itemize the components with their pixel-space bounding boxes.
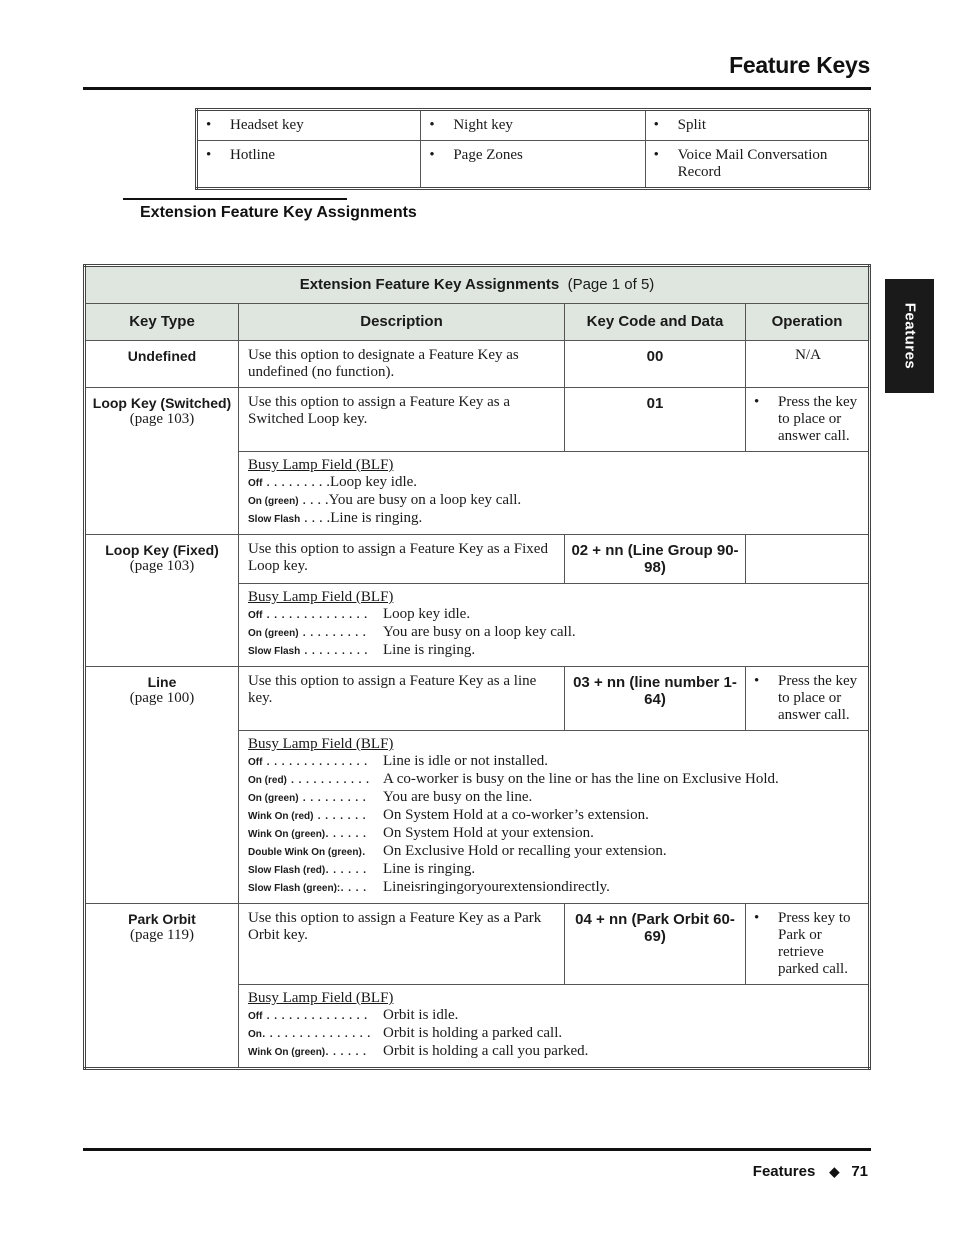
operation-item xyxy=(754,673,862,724)
operation-item xyxy=(754,910,862,978)
list-item xyxy=(429,117,638,134)
key-list-cell xyxy=(421,141,645,189)
blf-item xyxy=(248,642,860,660)
page-title: Feature Keys xyxy=(729,52,870,78)
blf-state-label: Slow Flash xyxy=(248,646,301,657)
blf-item xyxy=(248,771,860,789)
blf-state-label: Wink On (green) xyxy=(248,829,326,840)
dot-leader: . . . . . . . . . xyxy=(300,642,368,658)
blf-state-label: On xyxy=(248,1029,262,1040)
header-rule xyxy=(83,87,871,90)
footer-section: Features xyxy=(752,1163,816,1180)
blf-state-label: Slow Flash (red) xyxy=(248,865,326,876)
blf-state-text: Line is ringing. xyxy=(383,861,476,877)
blf-label-group xyxy=(248,492,329,510)
blf-label-group xyxy=(248,474,330,492)
blf-state-label: On (green) xyxy=(248,496,299,507)
operation-text: Press the key to place or answer call. xyxy=(778,394,858,444)
bullet-icon: • xyxy=(754,673,760,689)
list-item xyxy=(429,147,638,164)
blf-item xyxy=(248,807,860,825)
blf-title: Busy Lamp Field (BLF) xyxy=(248,457,394,473)
key-type-cell xyxy=(85,535,239,667)
key-type-cell xyxy=(85,388,239,535)
dot-leader: . . . . . . . . . . . . . . xyxy=(262,606,368,622)
blf-title: Busy Lamp Field (BLF) xyxy=(248,736,394,752)
key-code-cell: 01 xyxy=(565,388,746,452)
operation-cell xyxy=(746,667,870,731)
blf-title: Busy Lamp Field (BLF) xyxy=(248,990,394,1006)
page-reference: (page 103) xyxy=(129,411,195,427)
blf-item xyxy=(248,753,860,771)
operation-cell xyxy=(746,388,870,452)
blf-state-label: On (green) xyxy=(248,628,299,639)
section-rule xyxy=(123,198,347,200)
list-item xyxy=(654,147,862,181)
blf-state-label: Double Wink On (green) xyxy=(248,847,362,858)
key-type-cell xyxy=(85,341,239,388)
blf-state-text: You are busy on the line. xyxy=(383,789,533,805)
blf-label-group xyxy=(248,606,383,624)
key-list-cell xyxy=(645,110,869,141)
page-footer xyxy=(753,1163,868,1180)
dot-leader: . . . . . . xyxy=(325,861,367,877)
section-heading: Extension Feature Key Assignments xyxy=(140,204,417,221)
blf-state-label: On (red) xyxy=(248,775,287,786)
blf-state-text: Loop key idle. xyxy=(383,606,471,622)
blf-cell xyxy=(239,731,870,904)
column-header-key-type: Key Type xyxy=(85,304,239,341)
operation-text: N/A xyxy=(795,347,821,363)
dot-leader: . . . . xyxy=(300,510,331,526)
key-list-cell xyxy=(197,141,421,189)
key-list-item-label: Night key xyxy=(453,117,513,133)
description-cell: Use this option to designate a Feature Key as undefined (no function). xyxy=(239,341,565,388)
dot-leader: . . . . xyxy=(340,879,367,895)
blf-state-text: On System Hold at your extension. xyxy=(383,825,594,841)
key-type-cell xyxy=(85,667,239,904)
blf-state-text: Line is ringing. xyxy=(330,510,423,526)
key-code-cell: 03 + nn (line number 1-64) xyxy=(565,667,746,731)
blf-state-label: Slow Flash (green): xyxy=(248,883,341,894)
key-code-cell: 00 xyxy=(565,341,746,388)
table-row xyxy=(85,667,870,731)
page-reference: (page 119) xyxy=(130,927,194,943)
blf-label-group xyxy=(248,642,383,660)
key-list-item-label: Split xyxy=(677,117,707,133)
blf-state-text: You are busy on a loop key call. xyxy=(383,624,576,640)
dot-leader: . . . . . . . . . . . . . . xyxy=(262,753,368,769)
key-type-cell xyxy=(85,904,239,1069)
blf-item xyxy=(248,474,860,492)
page-number: 71 xyxy=(851,1163,868,1180)
key-list-row xyxy=(197,110,870,141)
table-caption-page: (Page 1 of 5) xyxy=(567,276,655,293)
dot-leader: . . . . . . . . . . . xyxy=(286,771,370,787)
blf-label-group xyxy=(248,510,330,528)
bullet-icon: • xyxy=(206,117,212,133)
blf-state-label: Off xyxy=(248,757,263,768)
operation-text: Press the key to place or answer call. xyxy=(778,673,858,723)
dot-leader: . . . . . . . . . xyxy=(262,474,330,490)
blf-item xyxy=(248,492,860,510)
key-type-name: Loop Key (Fixed) xyxy=(105,542,219,558)
blf-label-group xyxy=(248,843,383,861)
blf-state-text: On Exclusive Hold or recalling your extension. xyxy=(383,843,667,859)
key-code-cell: 04 + nn (Park Orbit 60-69) xyxy=(565,904,746,985)
blf-label-group xyxy=(248,1043,383,1061)
bullet-icon: • xyxy=(429,117,435,133)
blf-state-text: Lineisringingoryourextensiondirectly. xyxy=(383,879,610,895)
diamond-icon: ◆ xyxy=(829,1164,840,1179)
column-header-key-code: Key Code and Data xyxy=(565,304,746,341)
assignments-table xyxy=(83,264,871,1070)
blf-state-text: Line is ringing. xyxy=(383,642,476,658)
blf-item xyxy=(248,879,860,897)
key-list-item-label: Voice Mail Conversation Record xyxy=(677,147,828,180)
blf-label-group xyxy=(248,1007,383,1025)
operation-cell xyxy=(746,904,870,985)
blf-state-text: Orbit is idle. xyxy=(383,1007,459,1023)
key-list-cell xyxy=(645,141,869,189)
blf-label-group xyxy=(248,879,383,897)
blf-label-group xyxy=(248,771,383,789)
blf-item xyxy=(248,789,860,807)
key-type-name: Loop Key (Switched) xyxy=(92,395,232,411)
description-cell: Use this option to assign a Feature Key as a Park Orbit key. xyxy=(239,904,565,985)
blf-item xyxy=(248,861,860,879)
key-list-item-label: Hotline xyxy=(230,147,275,163)
column-header-operation: Operation xyxy=(746,304,870,341)
blf-label-group xyxy=(248,825,383,843)
table-row xyxy=(85,388,870,452)
blf-item xyxy=(248,510,860,528)
side-tab xyxy=(885,279,934,393)
key-type-name: Undefined xyxy=(127,348,197,364)
dot-leader: . . . . . . . . . . . . . . . xyxy=(261,1025,371,1041)
bullet-icon: • xyxy=(653,147,659,163)
description-cell: Use this option to assign a Feature Key as a Fixed Loop key. xyxy=(239,535,565,584)
blf-state-label: Wink On (red) xyxy=(248,811,314,822)
bullet-icon: • xyxy=(754,910,760,926)
operation-cell xyxy=(746,341,870,388)
key-list-row xyxy=(197,141,870,189)
blf-label-group xyxy=(248,789,383,807)
blf-label-group xyxy=(248,861,383,879)
blf-cell xyxy=(239,985,870,1069)
table-row xyxy=(85,904,870,985)
key-type-name: Park Orbit xyxy=(128,911,196,927)
blf-state-text: On System Hold at a co-worker’s extension. xyxy=(383,807,649,823)
blf-state-text: Loop key idle. xyxy=(329,474,418,490)
bullet-icon: • xyxy=(206,147,212,163)
blf-state-label: Wink On (green) xyxy=(248,1047,326,1058)
page-reference: (page 100) xyxy=(129,690,195,706)
blf-state-label: Off xyxy=(248,610,263,621)
footer-rule xyxy=(83,1148,871,1151)
blf-state-text: Orbit is holding a parked call. xyxy=(383,1025,563,1041)
key-list-cell xyxy=(421,110,645,141)
table-row xyxy=(85,341,870,388)
blf-state-text: Orbit is holding a call you parked. xyxy=(383,1043,589,1059)
blf-state-label: Slow Flash xyxy=(248,514,301,525)
dot-leader: . . . . . . xyxy=(325,1043,367,1059)
table-caption xyxy=(85,266,870,304)
description-cell: Use this option to assign a Feature Key as a line key. xyxy=(239,667,565,731)
blf-item xyxy=(248,1007,860,1025)
blf-state-text: Line is idle or not installed. xyxy=(383,753,548,769)
blf-state-text: You are busy on a loop key call. xyxy=(328,492,522,508)
table-row xyxy=(85,535,870,584)
operation-text: Press key to Park or retrieve parked call. xyxy=(778,910,851,977)
blf-state-label: Off xyxy=(248,478,263,489)
blf-item xyxy=(248,825,860,843)
blf-label-group xyxy=(248,807,383,825)
dot-leader: . . . . . . . . . . . . . . xyxy=(262,1007,368,1023)
blf-item xyxy=(248,1025,860,1043)
operation-item xyxy=(754,394,862,445)
page-reference: (page 103) xyxy=(129,558,195,574)
feature-key-list-table xyxy=(195,108,871,190)
bullet-icon: • xyxy=(429,147,435,163)
blf-cell xyxy=(239,584,870,667)
blf-item xyxy=(248,843,860,861)
blf-state-label: On (green) xyxy=(248,793,299,804)
dot-leader: . . . . . . . xyxy=(313,807,366,823)
key-code-cell: 02 + nn (Line Group 90-98) xyxy=(565,535,746,584)
blf-item xyxy=(248,1043,860,1061)
blf-item xyxy=(248,624,860,642)
blf-title: Busy Lamp Field (BLF) xyxy=(248,589,394,605)
blf-state-label: Off xyxy=(248,1011,263,1022)
list-item xyxy=(654,117,862,134)
key-list-item-label: Page Zones xyxy=(453,147,523,163)
dot-leader: . . . . . . xyxy=(325,825,367,841)
description-cell: Use this option to assign a Feature Key as a Switched Loop key. xyxy=(239,388,565,452)
list-item xyxy=(206,147,414,164)
dot-leader: . . . . . . . . . xyxy=(298,789,367,805)
blf-label-group xyxy=(248,624,383,642)
operation-cell xyxy=(746,535,870,584)
blf-label-group xyxy=(248,753,383,771)
blf-label-group xyxy=(248,1025,383,1043)
dot-leader: . . . . . . . . . xyxy=(298,624,367,640)
side-tab-label: Features xyxy=(901,302,918,370)
table-caption-title: Extension Feature Key Assignments xyxy=(299,276,560,293)
key-type-name: Line xyxy=(147,674,177,690)
key-list-item-label: Headset key xyxy=(230,117,304,133)
column-header-description: Description xyxy=(239,304,565,341)
dot-leader: . xyxy=(361,843,366,859)
list-item xyxy=(206,117,414,134)
dot-leader: . . . . xyxy=(298,492,329,508)
key-list-cell xyxy=(197,110,421,141)
blf-state-text: A co-worker is busy on the line or has the line on Exclusive Hold. xyxy=(383,771,779,787)
blf-item xyxy=(248,606,860,624)
blf-cell xyxy=(239,452,870,535)
bullet-icon: • xyxy=(653,117,659,133)
bullet-icon: • xyxy=(754,394,760,410)
